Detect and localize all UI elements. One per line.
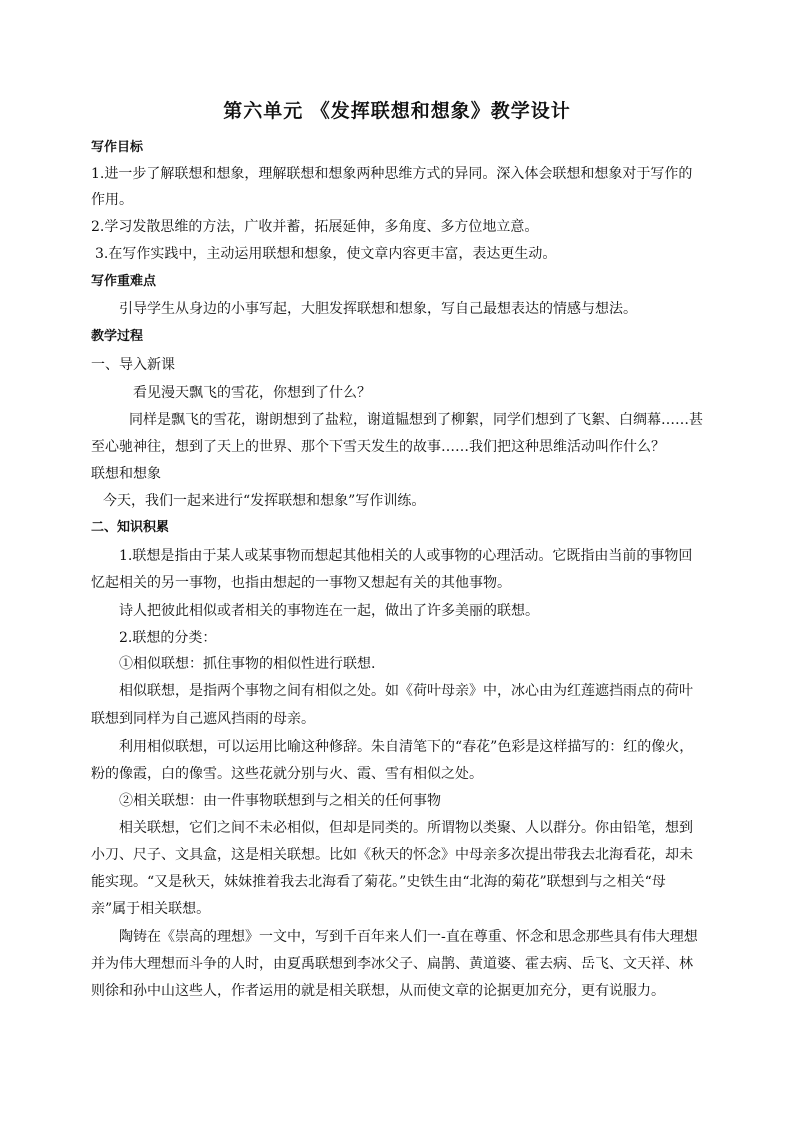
paragraph-line: ②相关联想：由一件事物联想到与之相关的任何事物 bbox=[119, 793, 441, 809]
paragraph-line: 则徐和孙中山这些人，作者运用的就是相关联想，从而使文章的论据更加充分，更有说服力。 bbox=[91, 983, 665, 999]
paragraph-line: 并为伟大理想而斗争的人时，由夏禹联想到李冰父子、扁鹊、黄道婆、霍去病、岳飞、文天祥、林 bbox=[91, 956, 693, 972]
paragraph-line: 2.联想的分类： bbox=[119, 630, 217, 646]
paragraph-line: 亲”属于相关联想。 bbox=[91, 901, 211, 917]
paragraph-line: 粉的像霞，白的像雪。这些花就分别与火、霞、雪有相似之处。 bbox=[91, 766, 483, 782]
heading-teaching-process: 教学过程 bbox=[91, 329, 144, 344]
paragraph-line: 陶铸在《崇高的理想》一文中，写到千百年来人们一-直在尊重、怀念和思念那些具有伟大理想 bbox=[119, 929, 698, 945]
document-title: 第六单元 《发挥联想和想象》教学设计 bbox=[223, 100, 571, 122]
paragraph-line: 作用。 bbox=[91, 192, 133, 208]
paragraph-line: 1.联想是指由于某人或某事物而想起其他相关的人或事物的心理活动。它既指由当前的事物回 bbox=[119, 548, 693, 564]
heading-key-difficulties: 写作重难点 bbox=[91, 274, 157, 289]
paragraph-line: 2.学习发散思维的方法，广收并蓄，拓展延伸，多角度、多方位地立意。 bbox=[91, 219, 539, 235]
heading-writing-goals: 写作目标 bbox=[91, 140, 144, 155]
paragraph-line: 联想到同样为自己遮风挡雨的母亲。 bbox=[91, 711, 315, 727]
paragraph-line: 看见漫天飘飞的雪花，你想到了什么？ bbox=[133, 385, 371, 401]
paragraph-line: 1.进一步了解联想和想象，理解联想和想象两种思维方式的异同。深入体会联想和想象对于写作的 bbox=[91, 166, 693, 182]
paragraph-line: 利用相似联想，可以运用比喻这种修辞。朱自清笔下的“春花”色彩是这样描写的：红的像火， bbox=[119, 739, 694, 755]
paragraph-line: 同样是飘飞的雪花，谢朗想到了盐粒，谢道韫想到了柳絮，同学们想到了飞絮、白绸幕……甚 bbox=[129, 412, 703, 428]
paragraph-line: ①相似联想：抓住事物的相似性进行联想. bbox=[119, 656, 376, 672]
section-heading-intro: 一、导入新课 bbox=[91, 357, 175, 373]
paragraph-line: 忆起相关的另一事物，也指由想起的一事物又想起有关的其他事物。 bbox=[91, 575, 511, 591]
paragraph-line: 诗人把彼此相似或者相关的事物连在一起，做出了许多美丽的联想。 bbox=[119, 603, 539, 619]
paragraph-line: 小刀、尺子、文具盒，这是相关联想。比如《秋天的怀念》中母亲多次提出带我去北海看花，却未 bbox=[91, 847, 693, 863]
paragraph-line: 相关联想，它们之间不未必相似，但却是同类的。所谓物以类聚、人以群分。你由铅笔，想到 bbox=[119, 820, 693, 836]
paragraph-line: 联想和想象 bbox=[91, 466, 161, 482]
section-heading-knowledge: 二、知识积累 bbox=[91, 520, 170, 535]
paragraph-line: 引导学生从身边的小事写起，大胆发挥联想和想象，写自己最想表达的情感与想法。 bbox=[119, 301, 637, 317]
paragraph-line: 至心驰神往，想到了天上的世界、那个下雪天发生的故事……我们把这种思维活动叫作什么？ bbox=[91, 439, 665, 455]
paragraph-line: 今天，我们一起来进行“发挥联想和想象”写作训练。 bbox=[103, 493, 426, 509]
paragraph-line: 相似联想，是指两个事物之间有相似之处。如《荷叶母亲》中，冰心由为红莲遮挡雨点的荷叶 bbox=[119, 683, 693, 699]
paragraph-line: 能实现。“又是秋天，妹妹推着我去北海看了菊花。”史铁生由“北海的菊花”联想到与之相关“母 bbox=[91, 874, 666, 890]
paragraph-line: 3.在写作实践中，主动运用联想和想象，使文章内容更丰富，表达更生动。 bbox=[95, 246, 557, 262]
